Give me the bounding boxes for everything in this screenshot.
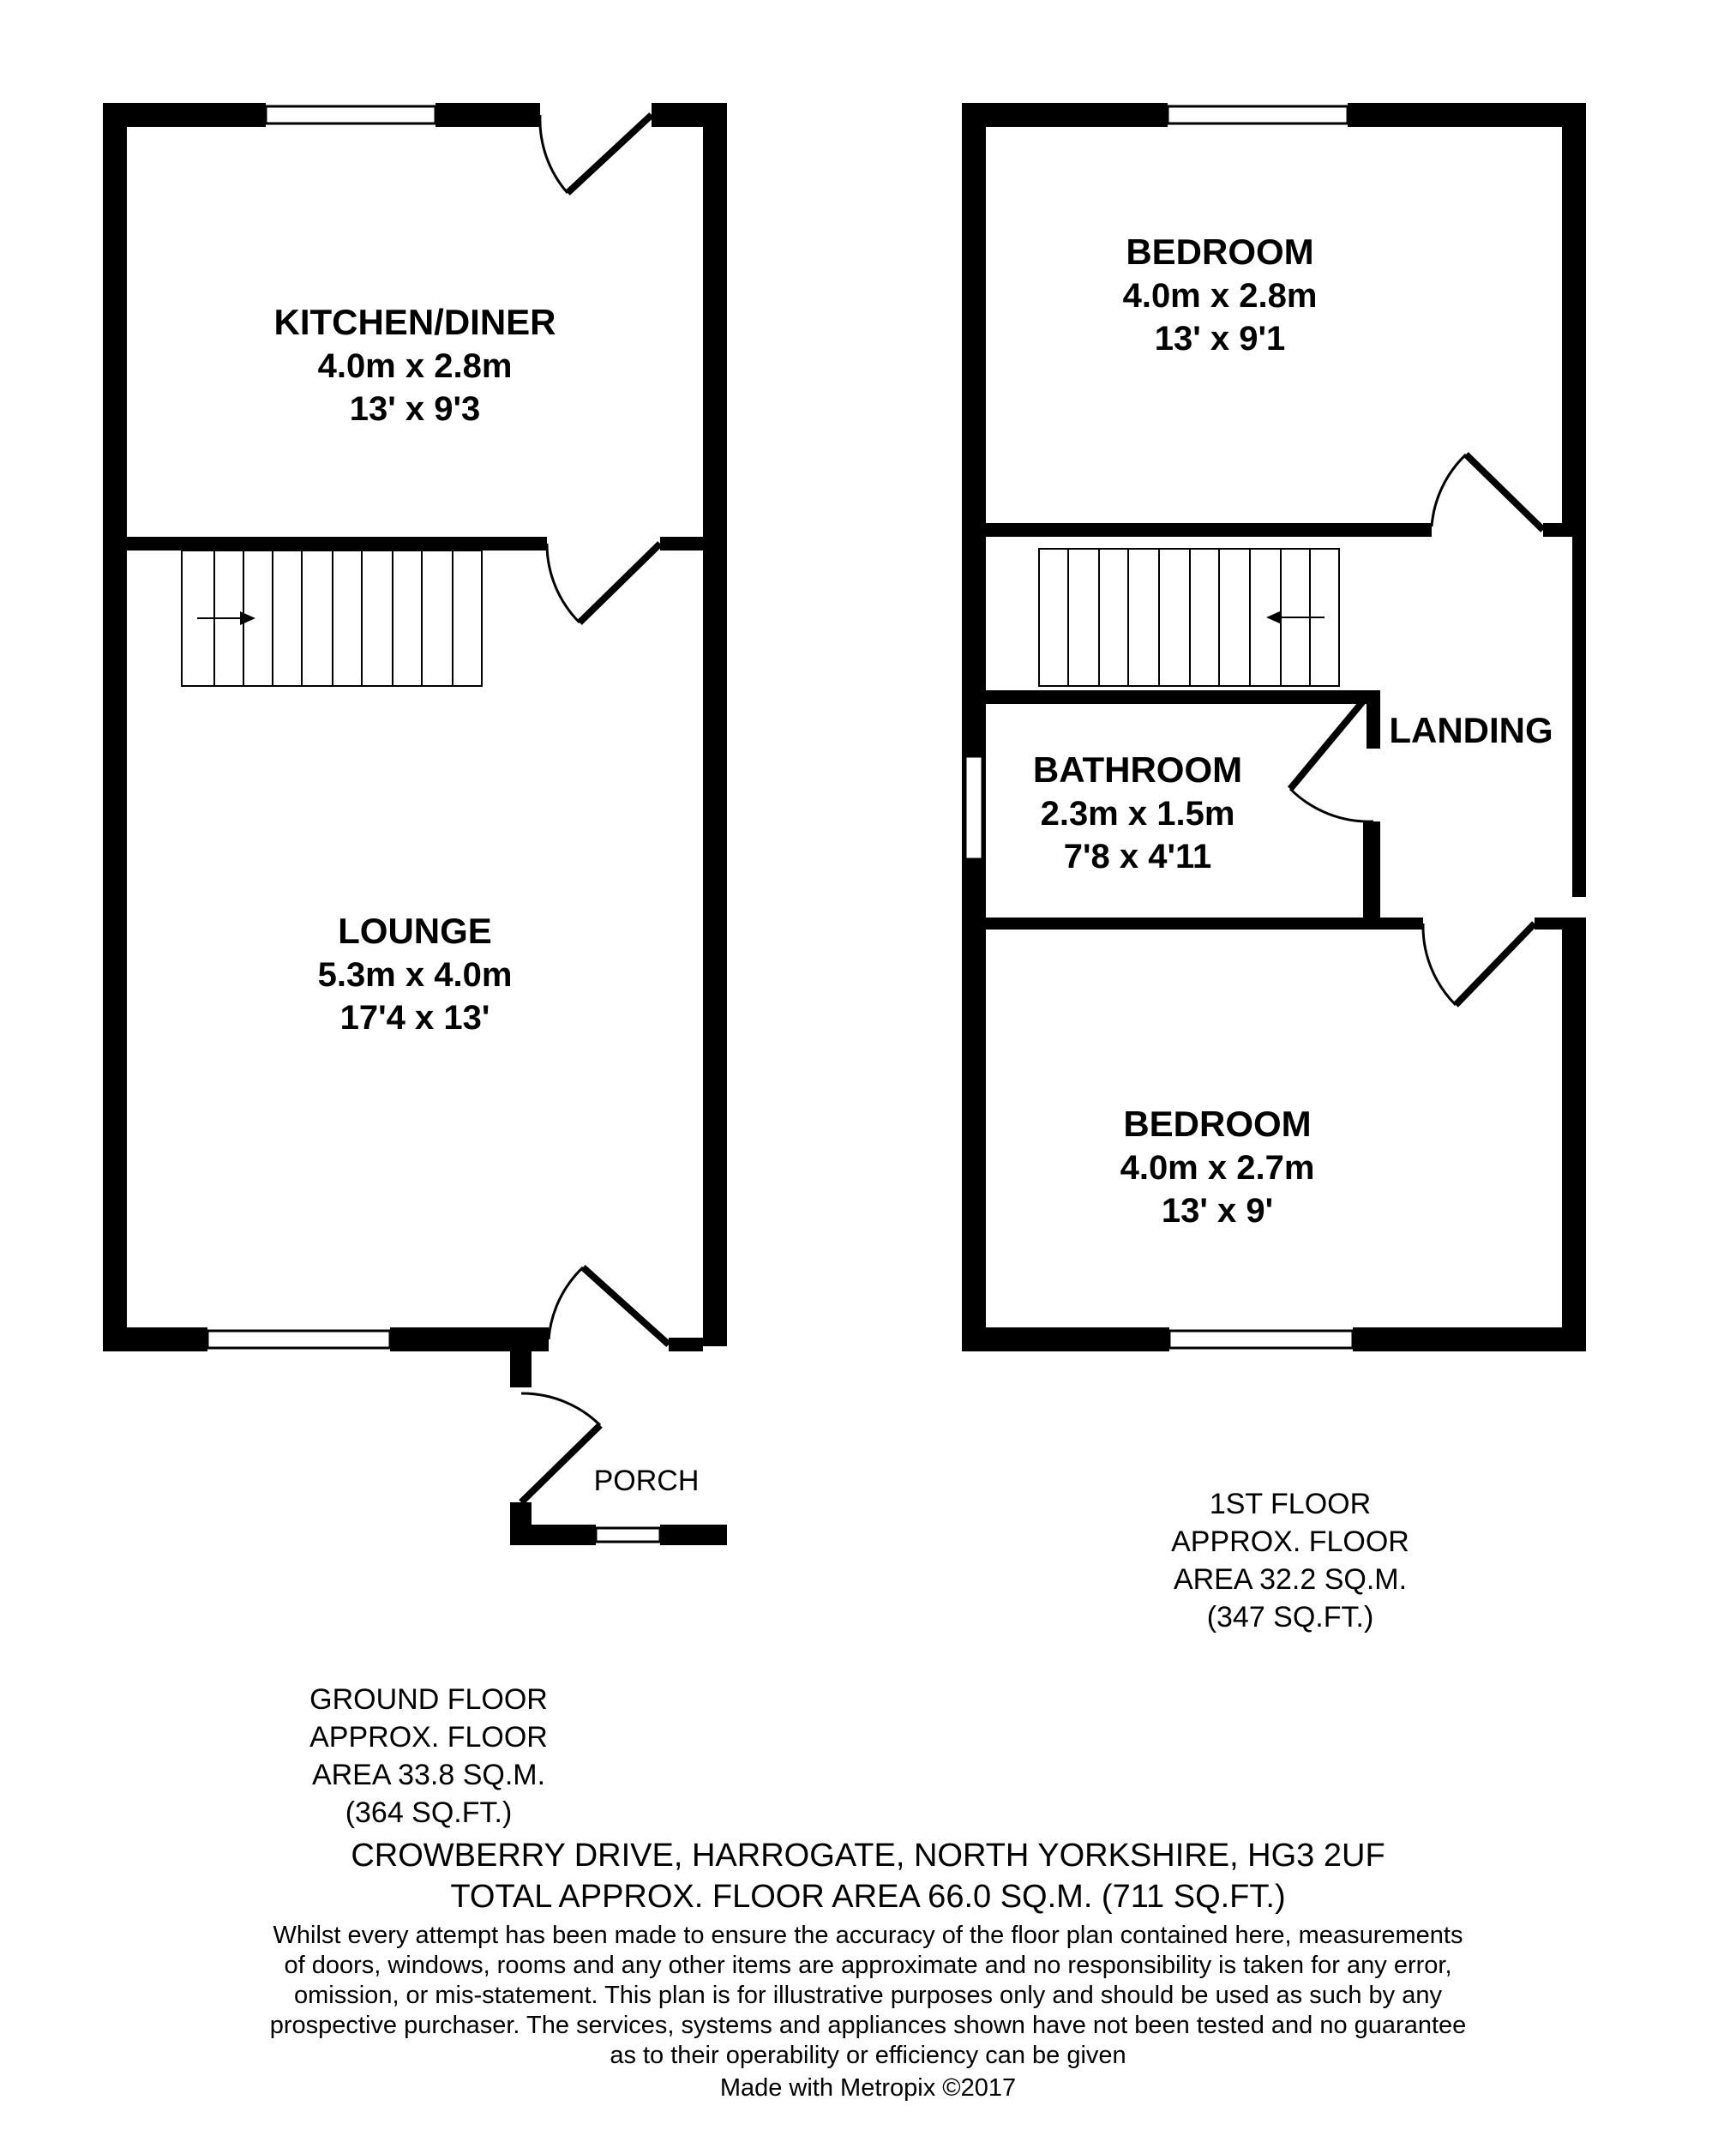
first-floor-area-label bbox=[1119, 1485, 1462, 1636]
kitchen-window bbox=[266, 106, 436, 123]
ground-floor-plan bbox=[103, 103, 727, 1545]
bathroom-window bbox=[965, 756, 982, 859]
bedroom-top-imperial: 13' x 9'1 bbox=[1154, 320, 1286, 358]
kitchen-imperial: 13' x 9'3 bbox=[349, 390, 481, 428]
first-floor-label-line: APPROX. FLOOR bbox=[1171, 1525, 1409, 1558]
property-address bbox=[0, 1835, 1736, 1917]
kitchen-door-swing bbox=[540, 115, 568, 193]
bedroom-top-door-leaf bbox=[1466, 454, 1543, 530]
address-line: CROWBERRY DRIVE, HARROGATE, NORTH YORKSHIRE, HG3 2UF bbox=[351, 1838, 1385, 1874]
first-floor-label-line: (347 SQ.FT.) bbox=[1206, 1601, 1374, 1634]
bathroom-door-leaf bbox=[1290, 697, 1367, 789]
bathroom-label bbox=[1033, 749, 1242, 875]
disclaimer-line: prospective purchaser. The services, systems and appliances shown have not been tested and no guarantee bbox=[269, 2012, 1467, 2039]
disclaimer bbox=[0, 1921, 1736, 2071]
bedroom-top-metric: 4.0m x 2.8m bbox=[1122, 277, 1318, 315]
ground-floor-label-line: APPROX. FLOOR bbox=[309, 1721, 548, 1754]
kitchen-metric: 4.0m x 2.8m bbox=[317, 347, 513, 385]
bathroom-imperial: 7'8 x 4'11 bbox=[1063, 838, 1212, 875]
ground-floor-label-line: AREA 33.8 SQ.M. bbox=[311, 1759, 546, 1791]
first-floor-plan bbox=[962, 103, 1586, 1351]
bedroom-bottom-label bbox=[1120, 1104, 1315, 1230]
landing-name: LANDING bbox=[1389, 710, 1553, 750]
kitchen-name: KITCHEN/DINER bbox=[273, 302, 556, 342]
front-door-leaf bbox=[583, 1267, 669, 1345]
bathroom-metric: 2.3m x 1.5m bbox=[1040, 795, 1235, 833]
bedroom-bottom-door-swing bbox=[1423, 924, 1456, 1005]
bedroom-bottom-name: BEDROOM bbox=[1123, 1104, 1312, 1144]
first-floor-label-line: 1ST FLOOR bbox=[1209, 1488, 1372, 1520]
ground-floor-area-label bbox=[257, 1681, 600, 1832]
metropix-credit bbox=[0, 2073, 1736, 2103]
bedroom-bottom-door-leaf bbox=[1456, 924, 1535, 1005]
ground-floor-label-line: GROUND FLOOR bbox=[309, 1683, 548, 1716]
porch-name: PORCH bbox=[593, 1465, 700, 1497]
first-floor-label-line: AREA 32.2 SQ.M. bbox=[1173, 1563, 1408, 1596]
first-floor-stairs bbox=[1039, 549, 1339, 686]
lounge-door-leaf bbox=[580, 544, 660, 623]
porch-door-leaf bbox=[521, 1425, 600, 1502]
lounge-door-swing bbox=[547, 544, 580, 623]
lounge-name: LOUNGE bbox=[338, 911, 492, 951]
bedroom-bottom-imperial: 13' x 9' bbox=[1161, 1192, 1274, 1230]
bathroom-door-swing bbox=[1290, 789, 1373, 821]
total-area-line: TOTAL APPROX. FLOOR AREA 66.0 SQ.M. (711 SQ.FT.) bbox=[450, 1879, 1286, 1915]
porch-window bbox=[596, 1528, 660, 1542]
bedroom-top-door-swing bbox=[1432, 454, 1466, 526]
ground-floor-label-line: (364 SQ.FT.) bbox=[345, 1796, 513, 1829]
bathroom-name: BATHROOM bbox=[1032, 749, 1243, 790]
disclaimer-line: of doors, windows, rooms and any other items are approximate and no responsibility is taken for any error, bbox=[284, 1952, 1452, 1979]
disclaimer-line: Whilst every attempt has been made to ensure the accuracy of the floor plan contained here, measurements bbox=[273, 1922, 1463, 1949]
porch-door-swing bbox=[521, 1393, 600, 1425]
lounge-metric: 5.3m x 4.0m bbox=[317, 956, 513, 994]
front-door-swing bbox=[549, 1267, 583, 1339]
credit-line: Made with Metropix ©2017 bbox=[719, 2074, 1017, 2102]
bedroom-bottom-window bbox=[1169, 1331, 1353, 1348]
kitchen-door-leaf bbox=[568, 115, 652, 193]
lounge-label bbox=[318, 911, 513, 1037]
lounge-window bbox=[207, 1331, 390, 1348]
ground-floor-stairs bbox=[182, 551, 482, 686]
disclaimer-line: as to their operability or efficiency can be given bbox=[610, 2042, 1126, 2069]
disclaimer-line: omission, or mis-statement. This plan is for illustrative purposes only and should be used as such by any bbox=[294, 1982, 1442, 2009]
lounge-imperial: 17'4 x 13' bbox=[339, 999, 490, 1037]
bedroom-top-label bbox=[1123, 232, 1318, 358]
bedroom-bottom-metric: 4.0m x 2.7m bbox=[1120, 1149, 1315, 1187]
bedroom-top-window bbox=[1168, 106, 1348, 123]
kitchen-label bbox=[273, 302, 556, 428]
bedroom-top-name: BEDROOM bbox=[1126, 232, 1314, 272]
